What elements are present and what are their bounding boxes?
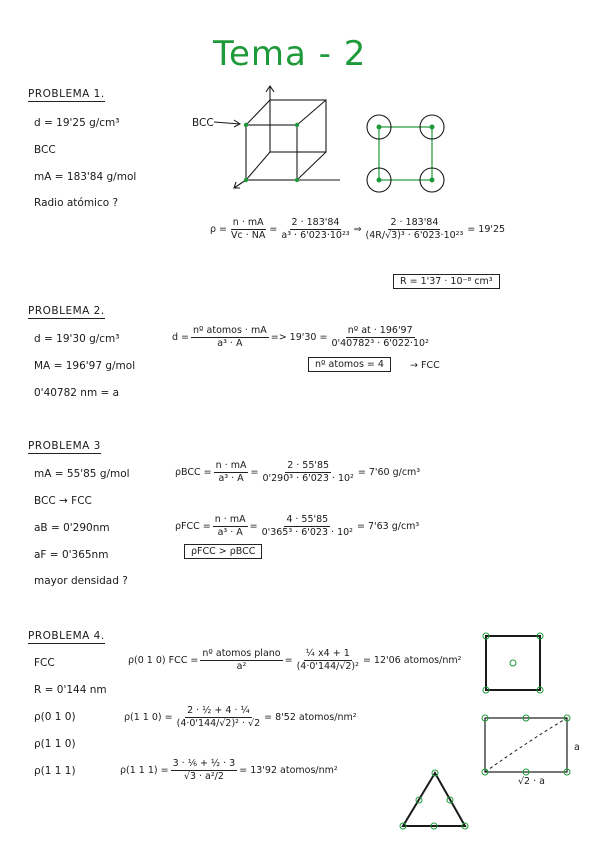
p2-result: → FCC: [410, 360, 440, 371]
p3-mass: mA = 55'85 g/mol: [34, 468, 130, 480]
p4-radius: R = 0'144 nm: [34, 684, 107, 696]
bcc-arrow: [214, 120, 240, 127]
p4-plane-111: ρ(1 1 1): [34, 765, 76, 777]
p1-bcc-label: BCC: [192, 117, 214, 129]
p3-fcc-lhs: ρFCC =: [175, 521, 211, 532]
p2-eq1-den: a³ · A: [217, 338, 243, 349]
p1-eq2-den: a³ · 6'023·10²³: [281, 230, 350, 241]
p3-fcc2-num: 4 · 55'85: [286, 514, 329, 525]
p4-e2-result: = 8'52 atomos/nm²: [264, 712, 357, 723]
p2-eq-lhs: d =: [172, 332, 190, 343]
p3-transition: BCC → FCC: [34, 495, 92, 507]
p3-answer-box: ρFCC > ρBCC: [184, 544, 262, 559]
p4-e2-num: 2 · ½ + 4 · ¼: [187, 705, 250, 716]
p3-bcc-lhs: ρBCC =: [175, 467, 212, 478]
p4-e2-lhs: ρ(1 1 0) =: [124, 712, 173, 723]
p3-bcc-num: n · mA: [215, 460, 247, 471]
p4-plane-010: ρ(0 1 0): [34, 711, 76, 723]
p2-density: d = 19'30 g/cm³: [34, 333, 120, 345]
p4-rect-bottom-label: √2 · a: [518, 776, 545, 787]
p3-bcc-den: a³ · A: [218, 473, 244, 484]
p4-e1-num: nº atomos plano: [202, 648, 281, 659]
p3-bcc2-num: 2 · 55'85: [287, 460, 330, 471]
problem-3-heading: PROBLEMA 3: [28, 440, 101, 452]
p4-e2-den: (4·0'144/√2)² · √2: [176, 718, 261, 729]
p2-eq2-lhs: => 19'30 =: [270, 332, 328, 343]
p1-mass: mA = 183'84 g/mol: [34, 171, 137, 183]
p1-eq3-result: = 19'25: [467, 224, 506, 235]
p3-fcc-den: a³ · A: [217, 527, 243, 538]
p3-bcc-result: = 7'60 g/cm³: [357, 467, 421, 478]
p4-e3-lhs: ρ(1 1 1) =: [120, 765, 169, 776]
p1-eq1-num: n · mA: [232, 217, 264, 228]
p4-e1-den: a²: [236, 661, 247, 672]
p4-e1b-num: ¼ x4 + 1: [305, 648, 350, 659]
fcc-010-diagram: [483, 633, 543, 693]
p1-eq3-num: 2 · 183'84: [390, 217, 439, 228]
p4-plane-110: ρ(1 1 0): [34, 738, 76, 750]
p1-rho: ρ =: [210, 224, 228, 235]
bcc-cube-diagram: [234, 86, 340, 188]
p4-e3-result: = 13'92 atomos/nm²: [239, 765, 338, 776]
p1-density: d = 19'25 g/cm³: [34, 117, 120, 129]
p1-eq3-den: (4R/√3)³ · 6'023·10²³: [365, 230, 464, 241]
p3-question: mayor densidad ?: [34, 575, 128, 587]
p3-fcc-num: n · mA: [214, 514, 246, 525]
fcc-111-diagram: [400, 770, 468, 829]
p4-eq1: ρ(0 1 0) FCC = $\frac{\text{nº atomos plano}}{\text{a²}}$ = $\frac{\text{¼ x4 + 1}}{\text{(4·0'144/√2)²}}$ = 12'06 atomos/nm²: [128, 648, 462, 672]
p3-a-bcc: aB = 0'290nm: [34, 522, 110, 534]
p2-mass: MA = 196'97 g/mol: [34, 360, 136, 372]
problem-2-heading: PROBLEMA 2.: [28, 305, 105, 317]
fcc-110-diagram: [482, 715, 570, 775]
p4-e3-num: 3 · ⅙ + ½ · 3: [172, 758, 236, 769]
p4-e3-den: √3 · a²/2: [183, 771, 224, 782]
p3-fcc-result: = 7'63 g/cm³: [356, 521, 420, 532]
p1-structure: BCC: [34, 144, 56, 156]
p1-answer-box: R = 1'37 · 10⁻⁸ cm³: [393, 274, 500, 289]
p3-a-fcc: aF = 0'365nm: [34, 549, 109, 561]
p4-rect-side-label: a: [574, 742, 580, 753]
p1-eq1-den: Vc · NA: [231, 230, 266, 241]
p4-e1b-den: (4·0'144/√2)²: [296, 661, 359, 672]
problem-1-heading: PROBLEMA 1.: [28, 88, 105, 100]
p1-eq2-num: 2 · 183'84: [291, 217, 340, 228]
p3-bcc-equation: ρBCC = $\frac{n \cdot mA}{\text{a³ · A}}$ = $\frac{2 \cdot 55'85}{\text{0'290³ · 6'023 · 10²}}$ = 7'60 g/cm³: [175, 460, 421, 484]
p4-e1-lhs: ρ(0 1 0) FCC =: [128, 655, 199, 666]
p2-eq2-den: 0'40782³ · 6'022·10²: [331, 338, 429, 349]
problem-4-heading: PROBLEMA 4.: [28, 630, 105, 642]
p2-answer-box: nº atomos = 4: [308, 357, 391, 372]
p2-eq2-num: nº at · 196'97: [347, 325, 413, 336]
p4-e1-result: = 12'06 atomos/nm²: [362, 655, 462, 666]
p3-fcc2-den: 0'365³ · 6'023 · 10²: [261, 527, 353, 538]
p1-equation: ρ = $\frac{n \cdot mA}{Vc \cdot NA}$ = $\frac{2 \cdot 183'84}{\text{a³ · 6'023·10²³}}$ ⇒ $\frac{2 \cdot 183'84}{\text{(4R/√3)³ · 6'023·10²³}}$ = 19'25: [210, 217, 506, 241]
p3-fcc-equation: ρFCC = $\frac{n \cdot mA}{\text{a³ · A}}$ = $\frac{4 \cdot 55'85}{\text{0'365³ · 6'023 · 10²}}$ = 7'63 g/cm³: [175, 514, 420, 538]
p1-question: Radio atómico ?: [34, 197, 119, 209]
p2-lattice: 0'40782 nm = a: [34, 387, 120, 399]
p4-structure: FCC: [34, 657, 55, 669]
bcc-face-diagram: [367, 115, 444, 192]
p3-bcc2-den: 0'290³ · 6'023 · 10²: [262, 473, 354, 484]
p2-eq1-num: nº atomos · mA: [193, 325, 267, 336]
page-title: Tema - 2: [213, 34, 367, 74]
